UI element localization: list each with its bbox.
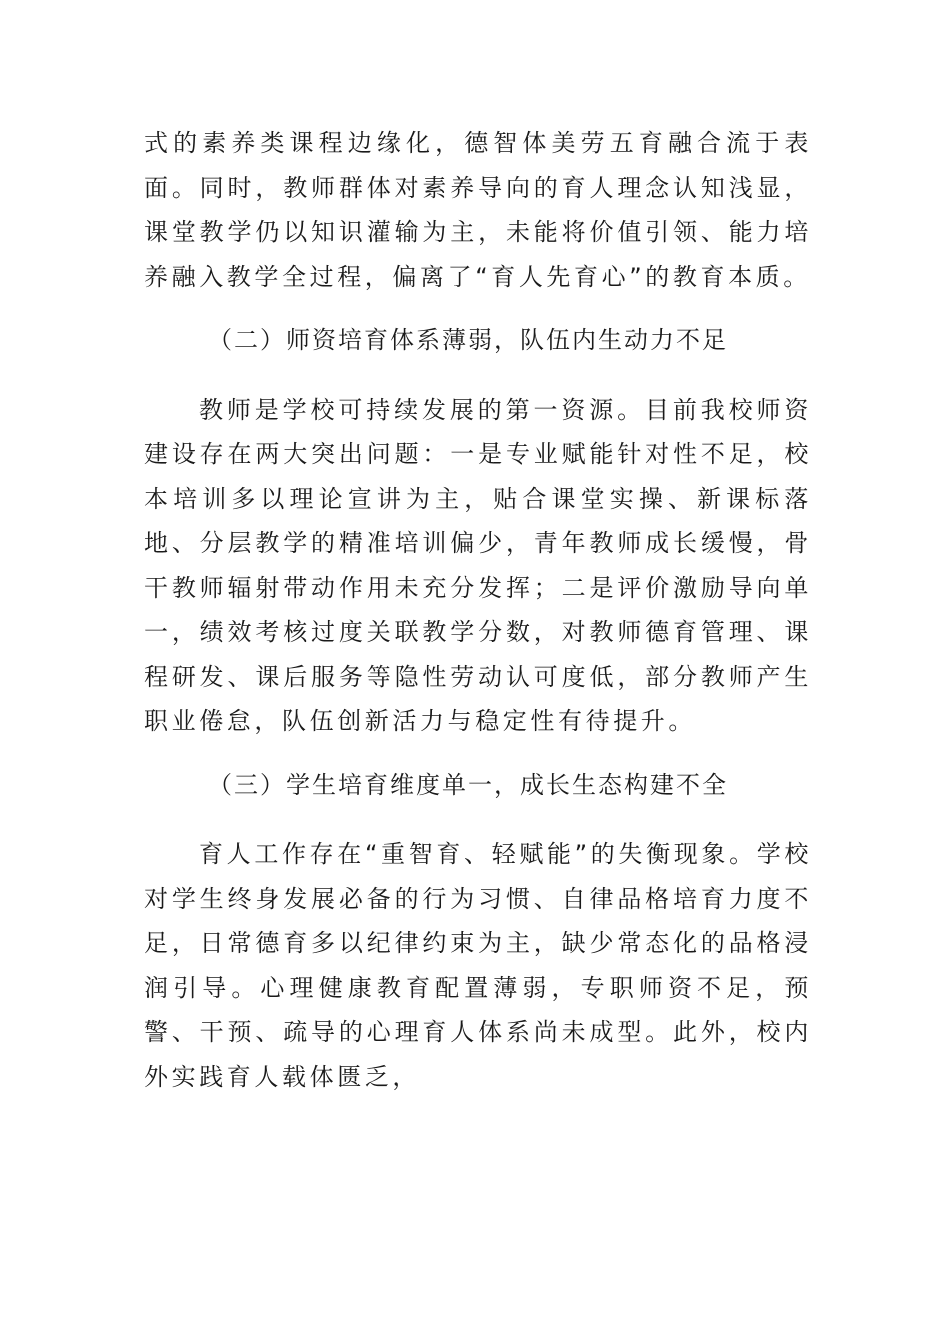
- spacer: [144, 744, 812, 763]
- paragraph-continued: 式的素养类课程边缘化，德智体美劳五育融合流于表面。同时，教师群体对素养导向的育人理念认知浅显，课堂教学仍以知识灌输为主，未能将价值引领、能力培养融入教学全过程，偏离了“育人先育心”的教育本质。: [144, 129, 812, 291]
- spacer: [144, 807, 812, 832]
- paragraph-teachers: 教师是学校可持续发展的第一资源。目前我校师资建设存在两大突出问题：一是专业赋能针对性不足，校本培训多以理论宣讲为主，贴合课堂实操、新课标落地、分层教学的精准培训偏少，青年教师成长缓慢，骨干教师辐射带动作用未充分发挥；二是评价激励导向单一，绩效考核过度关联教学分数，对教师德育管理、课程研发、课后服务等隐性劳动认可度低，部分教师产生职业倦怠，队伍创新活力与稳定性有待提升。: [144, 395, 812, 735]
- document-body: [144, 121, 812, 1099]
- spacer: [144, 299, 812, 318]
- section-heading-2: （二）师资培育体系薄弱，队伍内生动力不足: [208, 326, 728, 354]
- paragraph-students: 育人工作存在“重智育、轻赋能”的失衡现象。学校对学生终身发展必备的行为习惯、自律品格培育力度不足，日常德育多以纪律约束为主，缺少常态化的品格浸润引导。心理健康教育配置薄弱，专职师资不足，预警、干预、疏导的心理育人体系尚未成型。此外，校内外实践育人载体匮乏，: [144, 840, 812, 1091]
- spacer: [144, 363, 812, 388]
- section-heading-3: （三）学生培育维度单一，成长生态构建不全: [208, 770, 728, 799]
